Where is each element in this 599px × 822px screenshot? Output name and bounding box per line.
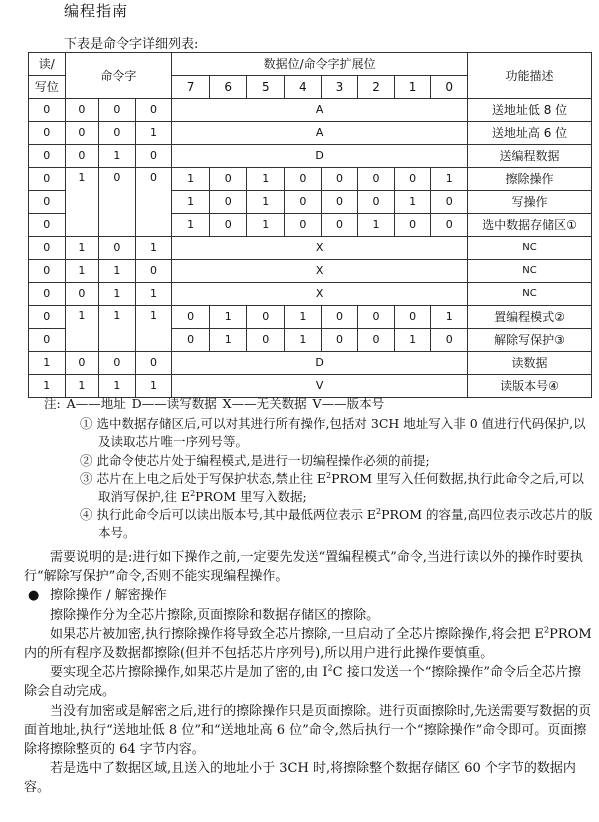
paragraph-text: 要实现全芯片擦除操作,如果芯片是加了密的,由 I (50, 665, 328, 681)
bit-cell: 0 (321, 168, 358, 191)
rw-cell: 0 (29, 214, 66, 237)
table-row (29, 237, 592, 260)
cmd-cell: 0 (135, 260, 172, 283)
bit-cell: 0 (431, 191, 468, 214)
paragraph-text: PROM 内的所有程序及数据都擦除(但并不包括芯片序列号),所以用户进行此操作要慎重。 (24, 626, 592, 662)
cmd-cell: 0 (65, 352, 99, 375)
bit-cell: 0 (431, 214, 468, 237)
cmd-cell: 0 (99, 99, 136, 122)
bit-cell: 0 (321, 306, 358, 329)
bit-cell: 0 (209, 191, 247, 214)
cmd-cell: 1 (65, 306, 99, 352)
cmd-cell: 1 (65, 237, 99, 260)
note-3-text: ③ 芯片在上电之后处于写保护状态,禁止往 E (80, 470, 327, 486)
page-header-title: 编程指南 (64, 2, 129, 20)
bit-cell: 1 (172, 214, 210, 237)
paragraph-page-erase: 当没有加密或是解密之后,进行的擦除操作只是页面擦除。进行页面擦除时,先送需要写数据的页面首地址,执行“送地址低 8 位”和“送地址高 6 位”命令,然后执行一个“擦除操作”命令即可。页面擦除将擦除整页的 64 字节内容。 (24, 703, 592, 758)
header-bit: 3 (321, 76, 358, 99)
header-bit: 4 (285, 76, 322, 99)
desc-cell: 选中数据存储区① (468, 214, 592, 237)
command-table (28, 52, 592, 398)
header-bit: 6 (209, 76, 247, 99)
bit-cell: 0 (172, 329, 210, 352)
table-row (29, 168, 592, 191)
data-span-cell: X (172, 283, 468, 306)
bit-cell: 0 (358, 329, 395, 352)
bit-cell: 0 (358, 191, 395, 214)
table-row (29, 283, 592, 306)
data-span-cell: V (172, 375, 468, 398)
desc-cell: NC (468, 260, 592, 283)
superscript: 2 (190, 488, 196, 498)
rw-cell: 0 (29, 191, 66, 214)
note-3-text: PROM 里写入数据; (195, 489, 307, 505)
data-span-cell: A (172, 122, 468, 145)
desc-cell: 送地址高 6 位 (468, 122, 592, 145)
bit-cell: 1 (209, 306, 247, 329)
bit-cell: 0 (321, 329, 358, 352)
rw-cell: 0 (29, 283, 66, 306)
bit-cell: 0 (321, 191, 358, 214)
paragraph-erase-types: 擦除操作分为全芯片擦除,页面擦除和数据存储区的擦除。 (50, 607, 380, 623)
header-rw-top: 读/ (29, 53, 66, 76)
bit-cell: 0 (431, 329, 468, 352)
cmd-cell: 1 (99, 283, 136, 306)
paragraph-encrypted-erase (24, 625, 592, 663)
cmd-cell: 1 (99, 375, 136, 398)
table-row (29, 122, 592, 145)
table-row (29, 145, 592, 168)
cmd-cell: 1 (65, 168, 99, 237)
rw-cell: 0 (29, 260, 66, 283)
cmd-cell: 1 (135, 375, 172, 398)
paragraph-text: 如果芯片被加密,执行擦除操作将导致全芯片擦除,一旦启动了全芯片擦除操作,将会把 E (50, 626, 545, 642)
bit-cell: 0 (247, 306, 285, 329)
cmd-cell: 1 (99, 145, 136, 168)
bit-cell: 1 (247, 191, 285, 214)
bit-cell: 1 (247, 214, 285, 237)
bit-cell: 1 (247, 168, 285, 191)
table-row (29, 352, 592, 375)
header-bit: 1 (394, 76, 431, 99)
bit-cell: 0 (285, 191, 322, 214)
superscript: 2 (376, 507, 382, 517)
paragraph-text: C 接口发送一个“擦除操作”命令后全芯片擦除会自动完成。 (24, 665, 582, 700)
cmd-cell: 0 (135, 168, 172, 237)
cmd-cell: 1 (99, 306, 136, 352)
data-span-cell: X (172, 260, 468, 283)
bit-cell: 1 (431, 168, 468, 191)
rw-cell: 0 (29, 168, 66, 191)
desc-cell: 解除写保护③ (468, 329, 592, 352)
superscript: 2 (326, 470, 332, 480)
header-data-bits: 数据位/命令字扩展位 (172, 53, 468, 76)
bit-cell: 0 (321, 214, 358, 237)
bit-cell: 0 (209, 168, 247, 191)
cmd-cell: 0 (99, 237, 136, 260)
data-span-cell: D (172, 352, 468, 375)
body-text (24, 548, 592, 798)
rw-cell: 0 (29, 306, 66, 329)
bullet-heading (24, 586, 592, 605)
bit-cell: 1 (209, 329, 247, 352)
bit-cell: 0 (247, 329, 285, 352)
cmd-cell: 1 (135, 306, 172, 352)
header-rw-bottom: 写位 (29, 76, 66, 99)
cmd-cell: 0 (65, 283, 99, 306)
bit-cell: 1 (431, 306, 468, 329)
cmd-cell: 1 (99, 260, 136, 283)
cmd-cell: 0 (135, 145, 172, 168)
bit-cell: 0 (394, 168, 431, 191)
data-span-cell: A (172, 99, 468, 122)
bit-cell: 1 (394, 191, 431, 214)
paragraph-data-erase: 若是选中了数据区域,且送入的地址小于 3CH 时,将擦除整个数据存储区 60 个字节的数据内容。 (24, 761, 576, 796)
desc-cell: 送编程数据 (468, 145, 592, 168)
cmd-cell: 0 (99, 122, 136, 145)
bit-cell: 0 (394, 214, 431, 237)
cmd-cell: 1 (135, 237, 172, 260)
note-2: ② 此命令使芯片处于编程模式,是进行一切编程操作必须的前提; (80, 452, 430, 468)
header-cmd: 命令字 (65, 53, 172, 99)
bit-cell: 0 (172, 306, 210, 329)
table-row (29, 260, 592, 283)
bit-cell: 0 (394, 306, 431, 329)
desc-cell: 置编程模式② (468, 306, 592, 329)
data-span-cell: X (172, 237, 468, 260)
rw-cell: 1 (29, 375, 66, 398)
note-3 (38, 470, 593, 506)
header-bit: 0 (431, 76, 468, 99)
desc-cell: 擦除操作 (468, 168, 592, 191)
table-row (29, 306, 592, 329)
notes-legend: 注: A——地址 D——读写数据 X——无关数据 V——版本号 (44, 396, 385, 411)
bullet-dot-icon: ● (28, 588, 40, 604)
paragraph-full-erase (24, 663, 592, 701)
desc-cell: 读版本号④ (468, 375, 592, 398)
cmd-cell: 0 (135, 99, 172, 122)
cmd-cell: 0 (65, 99, 99, 122)
cmd-cell: 1 (135, 283, 172, 306)
note-1: ① 选中数据存储区后,可以对其进行所有操作,包括对 3CH 地址写入非 0 值进行代码保护,以及读取芯片唯一序列号等。 (80, 416, 586, 450)
paragraph-notice: 需要说明的是:进行如下操作之前,一定要先发送“置编程模式”命令,当进行读以外的操作时要执行“解除写保护”命令,否则不能实现编程操作。 (24, 550, 583, 585)
cmd-cell: 0 (65, 122, 99, 145)
bit-cell: 1 (394, 329, 431, 352)
cmd-cell: 1 (65, 375, 99, 398)
note-3-text: PROM 里写入任何数据,执行此命令之后,可以取消写保护,往 E (98, 470, 584, 505)
bit-cell: 0 (285, 168, 322, 191)
cmd-cell: 0 (99, 352, 136, 375)
desc-cell: NC (468, 237, 592, 260)
bit-cell: 1 (358, 214, 395, 237)
header-bit: 7 (172, 76, 210, 99)
desc-cell: 读数据 (468, 352, 592, 375)
table-intro: 下表是命令字详细列表: (64, 37, 199, 52)
cmd-cell: 1 (65, 260, 99, 283)
cmd-cell: 0 (99, 168, 136, 237)
bit-cell: 1 (172, 168, 210, 191)
rw-cell: 0 (29, 145, 66, 168)
data-span-cell: D (172, 145, 468, 168)
header-bit: 5 (247, 76, 285, 99)
bit-cell: 0 (358, 168, 395, 191)
bit-cell: 1 (172, 191, 210, 214)
table-notes (38, 395, 593, 543)
rw-cell: 0 (29, 99, 66, 122)
cmd-cell: 0 (65, 145, 99, 168)
bit-cell: 0 (285, 214, 322, 237)
superscript: 2 (327, 663, 333, 673)
header-bit: 2 (358, 76, 395, 99)
rw-cell: 0 (29, 122, 66, 145)
cmd-cell: 1 (135, 122, 172, 145)
desc-cell: NC (468, 283, 592, 306)
bit-cell: 1 (285, 329, 322, 352)
rw-cell: 0 (29, 237, 66, 260)
bit-cell: 0 (358, 306, 395, 329)
header-function: 功能描述 (468, 53, 592, 99)
rw-cell: 0 (29, 329, 66, 352)
cmd-cell: 0 (135, 352, 172, 375)
table-row (29, 99, 592, 122)
note-4-text: PROM 的容量,高四位表示改芯片的版本号。 (98, 507, 593, 541)
bullet-heading-text: 擦除操作 / 解密操作 (50, 588, 167, 604)
desc-cell: 写操作 (468, 191, 592, 214)
rw-cell: 1 (29, 352, 66, 375)
superscript: 2 (544, 625, 550, 635)
bit-cell: 1 (285, 306, 322, 329)
desc-cell: 送地址低 8 位 (468, 99, 592, 122)
note-4 (38, 506, 593, 542)
note-4-text: ④ 执行此命令后可以读出版本号,其中最低两位表示 E (80, 507, 377, 523)
bit-cell: 0 (209, 214, 247, 237)
